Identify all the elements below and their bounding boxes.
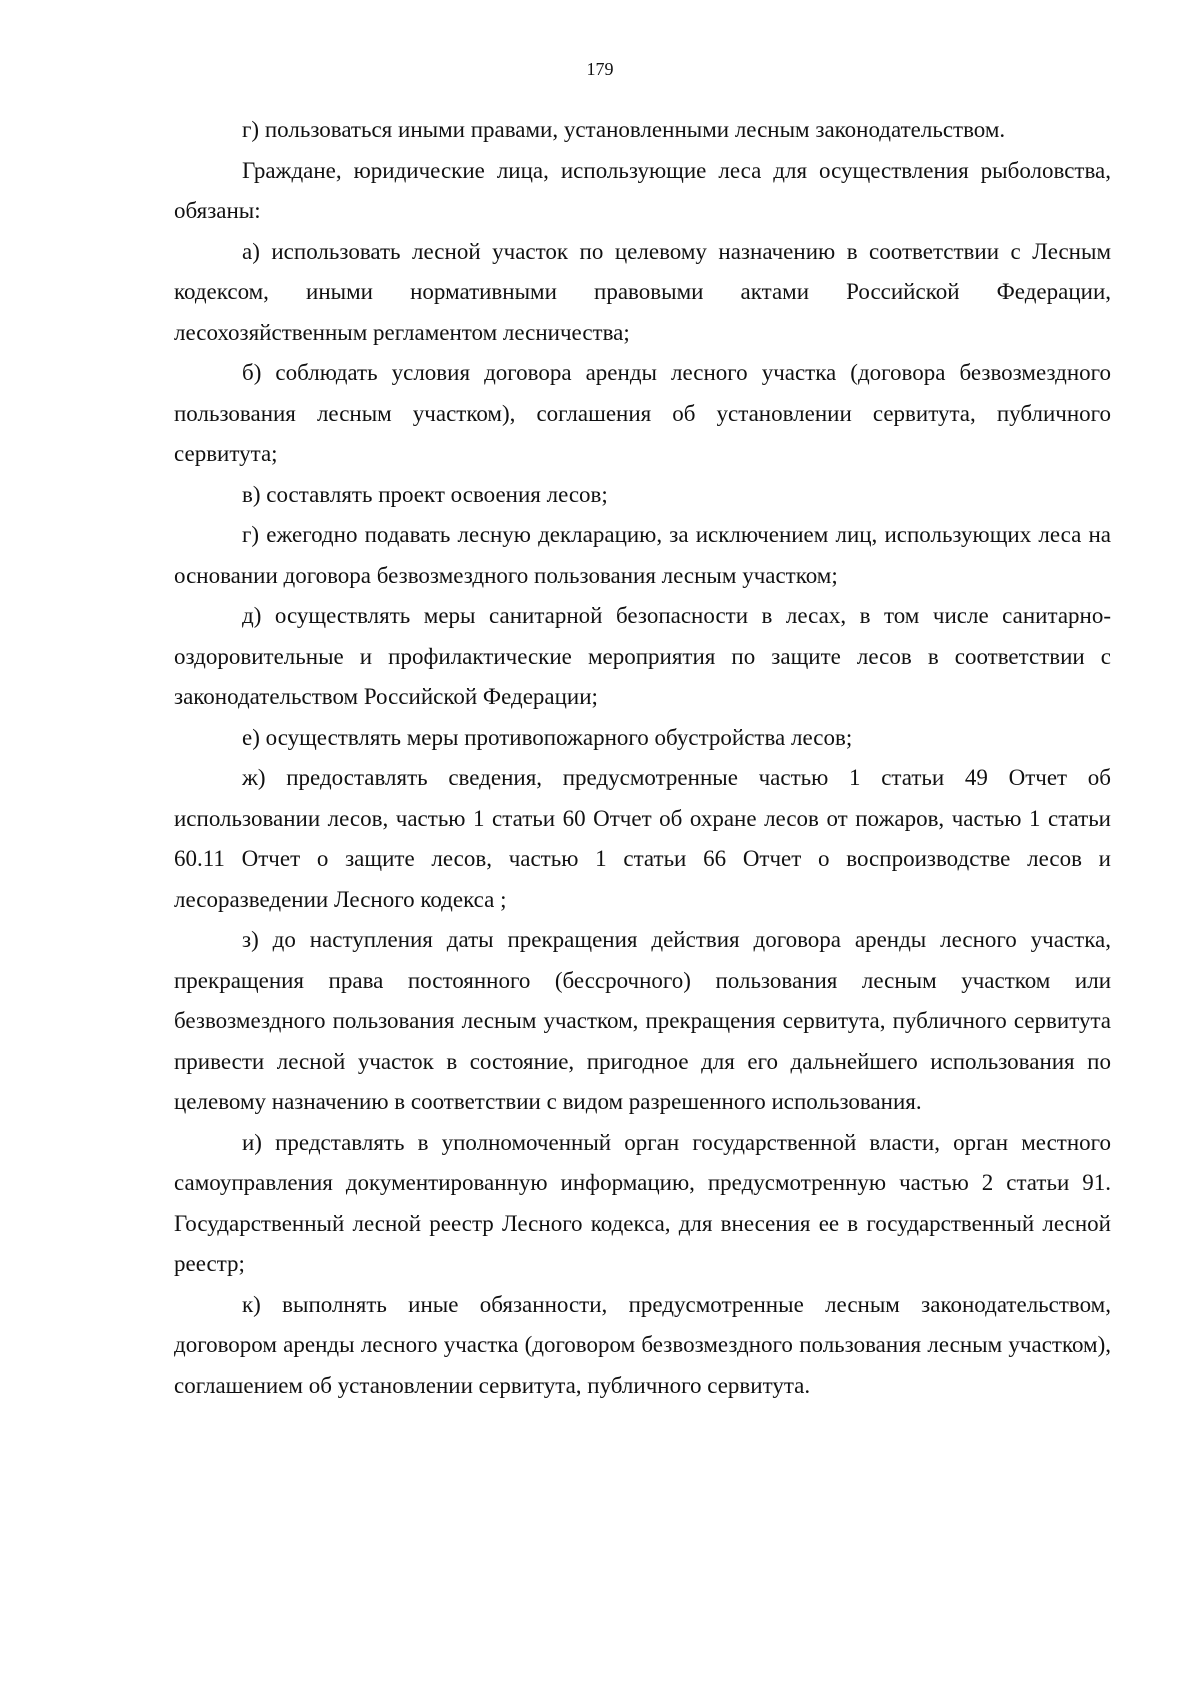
paragraph-item-i: и) представлять в уполномоченный орган государственной власти, орган местного самоуправления документированную информацию, предусмотренную частью 2 статьи 91. Государственный лесной реестр Лесного кодекса, для внесения ее в государственный лесной реестр; — [174, 1129, 1111, 1276]
page-number: 179 — [586, 59, 614, 79]
paragraph-item-e: е) осуществлять меры противопожарного обустройства лесов; — [242, 724, 853, 750]
paragraph-obligations-intro: Граждане, юридические лица, использующие леса для осуществления рыболовства, обязаны: — [174, 157, 1111, 223]
paragraph-item-d: д) осуществлять меры санитарной безопасности в лесах, в том числе санитарно-оздоровительные и профилактические мероприятия по защите лесов в соответствии с законодательством Российской Федерации; — [174, 603, 1111, 709]
paragraph-item-b: б) соблюдать условия договора аренды лесного участка (договора безвозмездного пользования лесным участком), соглашения об установлении сервитута, публичного сервитута; — [174, 360, 1111, 466]
paragraph-other-rights: г) пользоваться иными правами, установленными лесным законодательством. — [242, 117, 1006, 142]
paragraph-item-v: в) составлять проект освоения лесов; — [242, 481, 608, 507]
paragraph-item-z: з) до наступления даты прекращения действия договора аренды лесного участка, прекращения права постоянного (бессрочного) пользования лесным участком или безвозмездного пользования лесным участком, прекращения сервитута, публичного сервитута привести лесной участок в состояние, пригодное для его дальнейшего использования по целевому назначению в соответствии с видом разрешенного использования. — [174, 927, 1111, 1114]
paragraph-item-zh: ж) предоставлять сведения, предусмотренные частью 1 статьи 49 Отчет об использовании лесов, частью 1 статьи 60 Отчет об охране лесов от пожаров, частью 1 статьи 60.11 Отчет о защите лесов, частью 1 статьи 66 Отчет о воспроизводстве лесов и лесоразведении Лесного кодекса ; — [174, 765, 1111, 912]
document-body — [174, 110, 1111, 1406]
paragraph-item-a: а) использовать лесной участок по целевому назначению в соответствии с Лесным кодексом, иными нормативными правовыми актами Российской Федерации, лесохозяйственным регламентом лесничества; — [174, 238, 1111, 345]
paragraph-item-g: г) ежегодно подавать лесную декларацию, за исключением лиц, использующих леса на основании договора безвозмездного пользования лесным участком; — [174, 522, 1111, 588]
paragraph-item-k: к) выполнять иные обязанности, предусмотренные лесным законодательством, договором аренды лесного участка (договором безвозмездного пользования лесным участком), соглашением об установлении сервитута, публичного сервитута. — [174, 1291, 1111, 1398]
